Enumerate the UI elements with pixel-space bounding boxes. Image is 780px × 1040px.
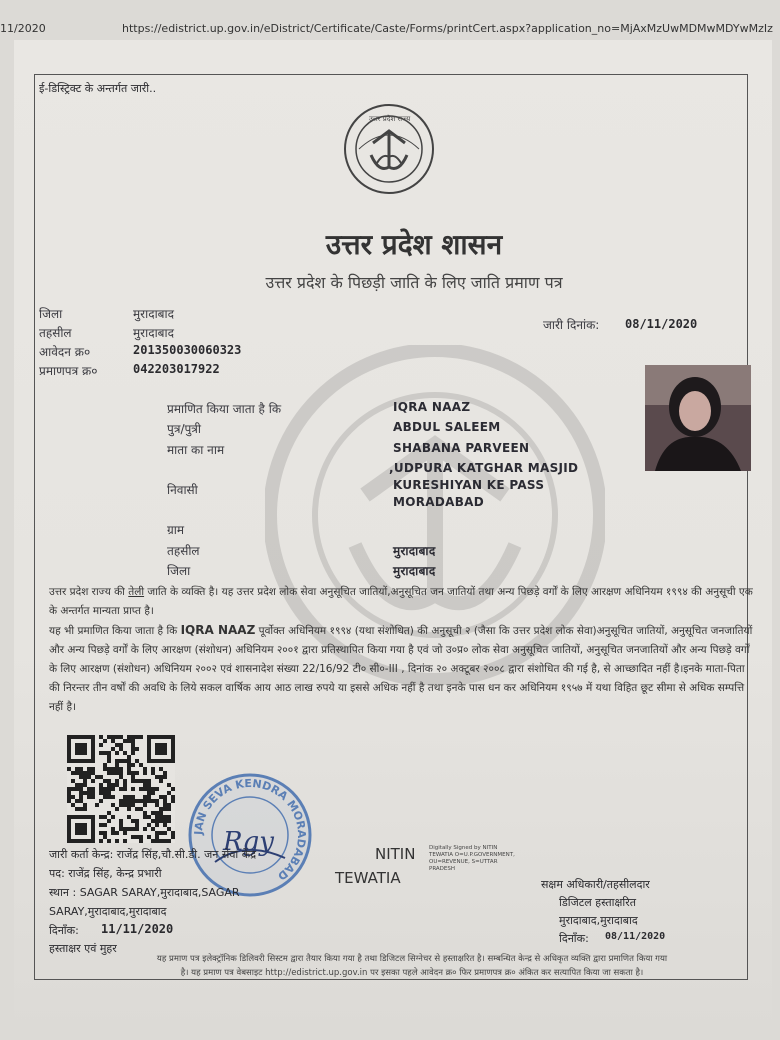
address-line-3: MORADABAD <box>393 495 485 509</box>
tehsil-label: तहसील <box>39 326 72 340</box>
left-date-label: दिनाँक: <box>49 924 79 937</box>
digital-sign-name-1: NITIN <box>375 845 416 863</box>
authority-digital: डिजिटल हस्ताक्षरित <box>559 896 636 909</box>
applicant-name: IQRA NAAZ <box>393 400 471 414</box>
emblem-text: उत्तर प्रदेश राज्य <box>369 115 411 123</box>
issuer-center: जारी कर्ता केन्द्र: राजेंद्र सिंह,चौ.सी.डी. जन सेवा केंद्र <box>49 848 257 861</box>
district-value: मुरादाबाद <box>133 307 175 321</box>
certified-label: प्रमाणित किया जाता है कि <box>167 402 282 416</box>
caste-name: तेली <box>128 586 145 598</box>
issuer-place-1: स्थान : SAGAR SARAY,मुरादाबाद,SAGAR <box>49 886 240 899</box>
footnote-line-1: यह प्रमाण पत्र इलेक्ट्रॉनिक डिलिवरी सिस्टम द्वारा तैयार किया गया है तथा डिजिटल सिग्नेचर से हस्ताक्षरित है। सम्बन्धित केन्द्र से अधिकृत व्यक्ति द्वारा प्रमाणित किया गया <box>156 954 668 964</box>
seal-text: JAN SEVA KENDRA MORADABAD <box>191 776 309 883</box>
applicant-photo <box>645 365 751 471</box>
tehsil2-label: तहसील <box>167 544 200 558</box>
authority-title: सक्षम अधिकारी/तहसीलदार <box>541 878 650 891</box>
browser-print-header <box>0 0 780 40</box>
district2-label: जिला <box>167 564 191 578</box>
certificate-border <box>34 74 753 980</box>
father-name: ABDUL SALEEM <box>393 420 501 434</box>
declaration-paragraph-1: उत्तर प्रदेश राज्य की तेली जाति के व्यक्ति है। यह उत्तर प्रदेश लोक सेवा अनुसूचित जातियों,अनुसूचित जन जातियों तथा अन्य पिछड़े वर्गों के लिए आरक्षण अधिनियम १९९४ की अनुसूची एक के अन्तर्गत मान्यता प्राप्त है। <box>49 586 753 617</box>
certificate-no-value: 042203017922 <box>133 362 220 376</box>
certificate-page <box>14 40 772 1040</box>
application-no-value: 201350030060323 <box>133 343 242 357</box>
application-no-label: आवेदन क्र० <box>39 345 91 359</box>
print-date: 11/2020 <box>0 22 46 35</box>
mother-name: SHABANA PARVEEN <box>393 441 530 455</box>
address-line-2: KURESHIYAN KE PASS <box>393 478 545 492</box>
residence-label: निवासी <box>167 483 198 497</box>
digital-sign-name-2: TEWATIA <box>335 869 401 887</box>
print-url: https://edistrict.up.gov.in/eDistrict/Certificate/Caste/Forms/printCert.aspx?application_no=MjAxMzUwMDMwMDYwMzIz <box>122 22 773 35</box>
village-label: ग्राम <box>167 523 185 537</box>
issuer-designation: पद: राजेंद्र सिंह, केन्द्र प्रभारी <box>49 867 162 880</box>
sign-seal-label: हस्ताक्षर एवं मुहर <box>49 942 117 955</box>
tehsil-value: मुरादाबाद <box>133 326 175 340</box>
left-date-value: 11/11/2020 <box>101 922 174 936</box>
tehsil2-value: मुरादाबाद <box>393 544 436 558</box>
declaration-paragraph-2: यह भी प्रमाणित किया जाता है कि IQRA NAAZ पूर्वोक्त अधिनियम १९९४ (यथा संशोधित) की अनुसूची २ (जैसा कि उत्तर प्रदेश लोक सेवा)अनुसूचित जातियों, अनुसूचित जनजातियों और अन्य पिछड़े वर्गों के लिए आरक्षण (संशोधन) अधिनियम २००१ द्वारा प्रतिस्थापित किया गया है एवं जो उ०प्र० लोक सेवा अनुसूचित जातियों, अनुसूचित जनजातियों और अन्य पिछड़े वर्गों के लिए आरक्षण (संशोधन) अधिनियम २००२ एवं शासनादेश संख्या 22/16/92 टी० सी०-III , दिनांक २० अक्टूबर २००८ द्वारा संशोधित की गई है, से आच्छादित नहीं है।इनके माता-पिता की निरन्तर तीन वर्षों की अवधि के लिये सकल वार्षिक आय आठ लाख रुपये या इससे अधिक नहीं है तथा इनके पास धन कर अधिनियम १९५७ में यथा विहित छूट सीमा से अधिक सम्पत्ति नहीं है। <box>49 623 753 713</box>
district2-value: मुरादाबाद <box>393 564 436 578</box>
issuer-place-2: SARAY,मुरादाबाद,मुरादाबाद <box>49 905 167 918</box>
authority-place: मुरादाबाद,मुरादाबाद <box>559 914 638 927</box>
seal-signature: Rgy <box>223 827 274 857</box>
address-line-1: ,UDPURA KATGHAR MASJID <box>389 461 579 475</box>
jan-seva-kendra-seal <box>185 770 315 900</box>
footnote-line-2: है। यह प्रमाण पत्र वेबसाइट http://edistrict.up.gov.in पर इसका पहले आवेदन क्र० फिर प्रमाणपत्र क्र० अंकित कर सत्यापित किया जा सकता है। <box>180 968 644 978</box>
mother-label: माता का नाम <box>167 443 225 457</box>
right-date-label: दिनाँक: <box>559 932 589 945</box>
issued-under-text: ई-डिस्ट्रिक्ट के अन्तर्गत जारी.. <box>39 82 157 95</box>
certificate-subtitle: उत्तर प्रदेश के पिछड़ी जाति के लिए जाति प्रमाण पत्र <box>265 273 563 292</box>
issue-date-value: 08/11/2020 <box>625 317 698 331</box>
issue-date-label: जारी दिनांक: <box>543 318 600 332</box>
qr-code <box>67 735 175 843</box>
page-title: उत्तर प्रदेश शासन <box>325 228 503 261</box>
declaration-applicant-name: IQRA NAAZ <box>180 623 256 637</box>
certificate-no-label: प्रमाणपत्र क्र० <box>39 364 98 378</box>
father-label: पुत्र/पुत्री <box>167 422 202 436</box>
right-date-value: 08/11/2020 <box>605 931 666 942</box>
district-label: जिला <box>39 307 63 321</box>
digital-sign-details: Digitally Signed by NITIN TEWATIA O=U.P.GOVERNMENT, OU=REVENUE, S=UTTAR PRADESH <box>429 845 515 872</box>
